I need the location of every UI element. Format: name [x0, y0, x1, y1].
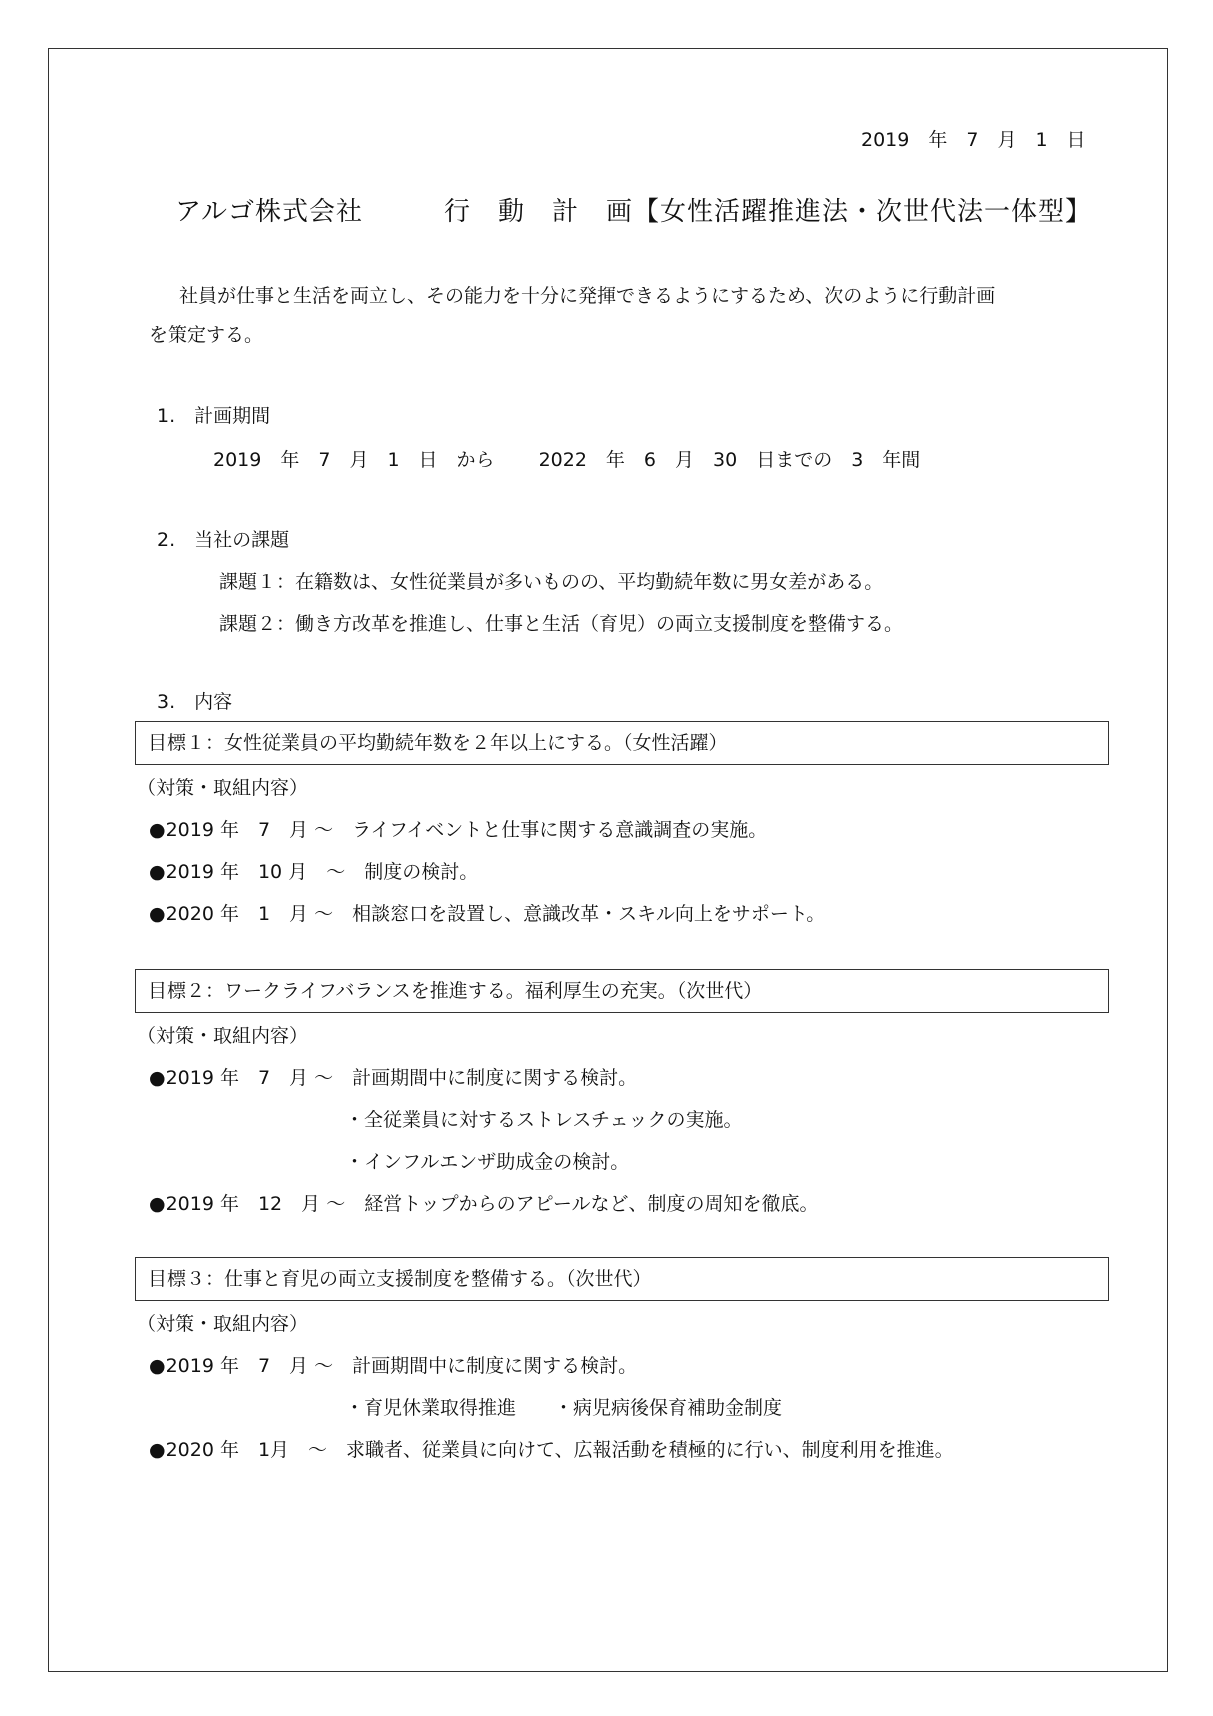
goal-2-box	[135, 969, 1109, 1013]
goal-2-subitem-1: ・全従業員に対するストレスチェックの実施。	[345, 1109, 743, 1131]
goal-1-measures-label: （対策・取組内容）	[137, 777, 309, 799]
section-3-heading: 3. 内容	[157, 691, 233, 713]
goal-2-item-1: ●2019 年 7 月 ～ 計画期間中に制度に関する検討。	[149, 1067, 638, 1089]
goal-3-box	[135, 1257, 1109, 1301]
goal-1-item-3: ●2020 年 1 月 ～ 相談窓口を設置し、意識改革・スキル向上をサポート。	[149, 903, 826, 925]
goal-2-title: 目標２：ワークライフバランスを推進する。福利厚生の充実。（次世代）	[148, 980, 763, 1002]
goal-1-item-1: ●2019 年 7 月 ～ ライフイベントと仕事に関する意識調査の実施。	[149, 819, 768, 841]
document-page	[48, 48, 1168, 1672]
intro-line-1: 社員が仕事と生活を両立し、その能力を十分に発揮できるようにするため、次のように行動計画	[179, 285, 996, 307]
goal-3-item-1: ●2019 年 7 月 ～ 計画期間中に制度に関する検討。	[149, 1355, 638, 1377]
goal-3-measures-label: （対策・取組内容）	[137, 1313, 309, 1335]
goal-2-measures-label: （対策・取組内容）	[137, 1025, 309, 1047]
goal-1-box	[135, 721, 1109, 765]
goal-2-subitem-2: ・インフルエンザ助成金の検討。	[345, 1151, 630, 1173]
plan-period: 2019 年 7 月 1 日 から 2022 年 6 月 30 日までの 3 年間	[213, 449, 921, 471]
document-date: 2019 年 7 月 1 日	[861, 129, 1086, 151]
issue-2: 課題２：働き方改革を推進し、仕事と生活（育児）の両立支援制度を整備する。	[219, 613, 904, 635]
goal-3-title: 目標３：仕事と育児の両立支援制度を整備する。（次世代）	[148, 1268, 652, 1290]
goal-2-item-2: ●2019 年 12 月 ～ 経営トップからのアピールなど、制度の周知を徹底。	[149, 1193, 819, 1215]
goal-3-subitem-1: ・育児休業取得推進 ・病児病後保育補助金制度	[345, 1397, 783, 1419]
goal-1-title: 目標１：女性従業員の平均勤続年数を２年以上にする。（女性活躍）	[148, 732, 728, 754]
section-2-heading: 2. 当社の課題	[157, 529, 290, 551]
intro-line-2: を策定する。	[149, 324, 264, 346]
section-1-heading: 1. 計画期間	[157, 405, 271, 427]
issue-1: 課題１：在籍数は、女性従業員が多いものの、平均勤続年数に男女差がある。	[219, 571, 884, 593]
goal-3-item-2: ●2020 年 1月 ～ 求職者、従業員に向けて、広報活動を積極的に行い、制度利用を推進。	[149, 1439, 954, 1461]
document-title: アルゴ株式会社 行 動 計 画【女性活躍推進法・次世代法一体型】	[175, 197, 1092, 227]
goal-1-item-2: ●2019 年 10 月 ～ 制度の検討。	[149, 861, 479, 883]
